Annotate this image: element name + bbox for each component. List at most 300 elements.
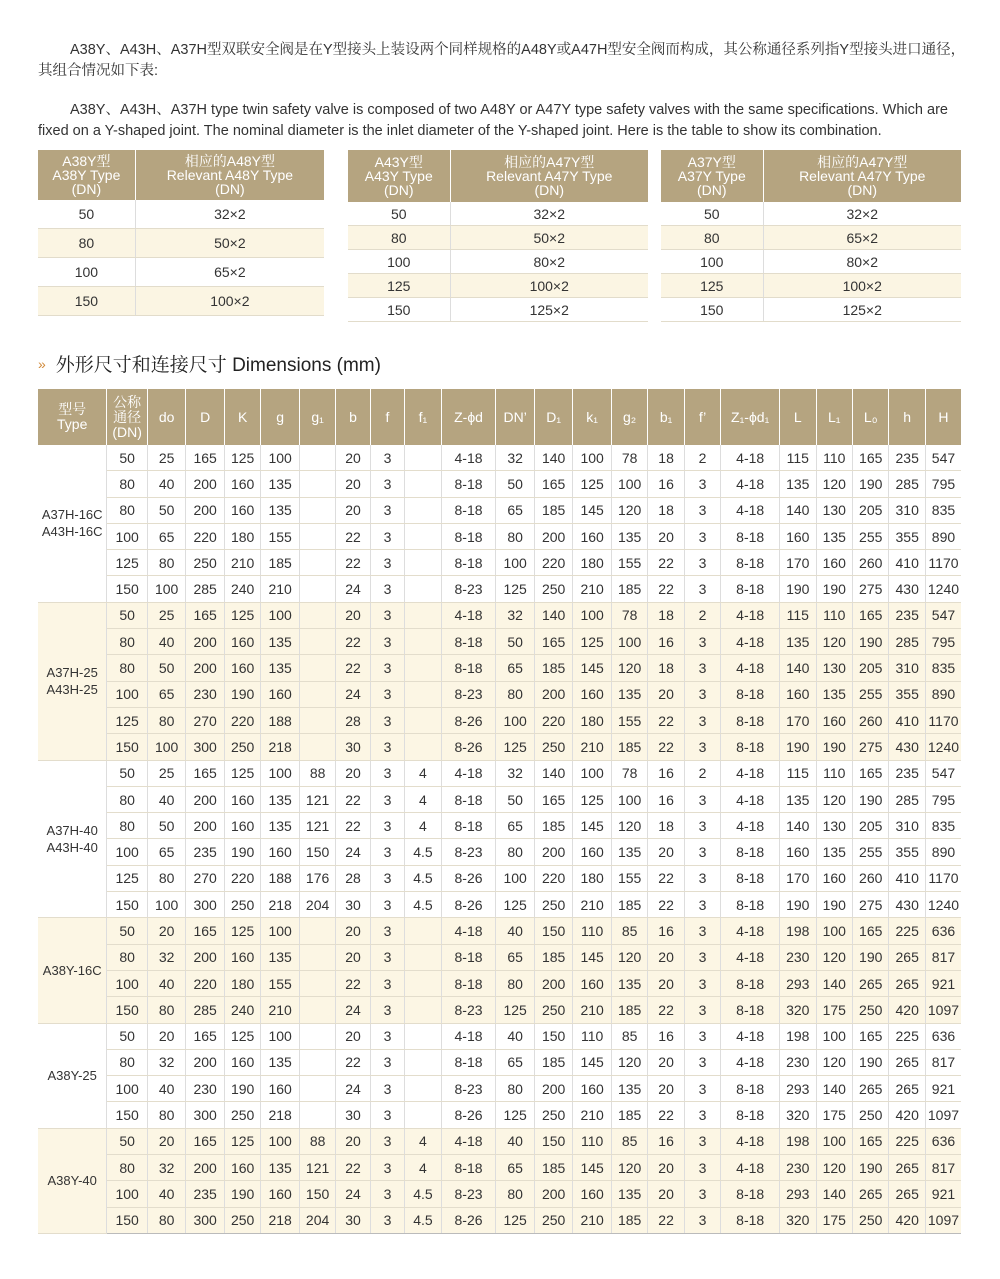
dim-cell: 100 bbox=[611, 471, 647, 497]
dim-cell bbox=[299, 681, 335, 707]
dim-cell: 300 bbox=[186, 1207, 225, 1233]
dim-cell: 135 bbox=[611, 1076, 647, 1102]
dim-cell: 65 bbox=[496, 1155, 535, 1181]
dim-cell: 3 bbox=[370, 918, 404, 944]
table-row bbox=[38, 550, 961, 576]
dim-cell: 100 bbox=[816, 1128, 852, 1154]
dim-cell bbox=[299, 734, 335, 760]
dim-cell: 160 bbox=[780, 523, 816, 549]
dim-cell: 817 bbox=[925, 944, 961, 970]
table-row bbox=[38, 918, 961, 944]
dim-cell: 4-18 bbox=[441, 760, 496, 786]
dim-cell: 110 bbox=[573, 1128, 612, 1154]
dim-cell: 125 bbox=[224, 1023, 260, 1049]
dim-cell: 28 bbox=[336, 865, 370, 891]
dim-cell: 125 bbox=[496, 734, 535, 760]
dim-cell: 160 bbox=[224, 471, 260, 497]
dim-header-cell: f’ bbox=[684, 389, 720, 445]
dim-cell: 25 bbox=[147, 602, 186, 628]
table-row bbox=[38, 734, 961, 760]
dim-cell: 125 bbox=[496, 892, 535, 918]
dim-cell: 835 bbox=[925, 655, 961, 681]
dim-cell: 285 bbox=[186, 576, 225, 602]
table-row bbox=[38, 602, 961, 628]
dim-cell: 80 bbox=[496, 681, 535, 707]
dim-cell: 1240 bbox=[925, 576, 961, 602]
dim-cell: 78 bbox=[611, 602, 647, 628]
dim-cell: 220 bbox=[534, 707, 573, 733]
dim-cell: 3 bbox=[370, 1207, 404, 1233]
dim-cell: 85 bbox=[611, 1128, 647, 1154]
dim-cell: 265 bbox=[889, 1155, 925, 1181]
dim-cell: 420 bbox=[889, 1102, 925, 1128]
dim-cell: 190 bbox=[852, 1049, 888, 1075]
dim-cell bbox=[299, 1076, 335, 1102]
dim-cell: 20 bbox=[648, 970, 684, 996]
table-row bbox=[38, 1076, 961, 1102]
dim-cell: 218 bbox=[261, 734, 300, 760]
dim-cell: 20 bbox=[648, 839, 684, 865]
dim-cell: 165 bbox=[534, 629, 573, 655]
dim-cell: 230 bbox=[780, 1155, 816, 1181]
dim-cell: 135 bbox=[816, 523, 852, 549]
dim-cell: 8-18 bbox=[441, 813, 496, 839]
combo-cell-dn: 150 bbox=[661, 298, 763, 322]
dim-cell: 4-18 bbox=[441, 602, 496, 628]
combo-cell-relevant: 125×2 bbox=[450, 298, 648, 322]
dim-header-cell: g₁ bbox=[299, 389, 335, 445]
dim-cell: 135 bbox=[261, 471, 300, 497]
dim-header-cell: L₀ bbox=[852, 389, 888, 445]
dim-cell: 80 bbox=[147, 1102, 186, 1128]
dim-cell: 430 bbox=[889, 892, 925, 918]
dim-header-cell: 公称 通径 (DN) bbox=[107, 389, 148, 445]
dim-cell: 4-18 bbox=[441, 1128, 496, 1154]
combo-row bbox=[661, 226, 961, 250]
dim-cell: 310 bbox=[889, 497, 925, 523]
table-row bbox=[38, 1102, 961, 1128]
dim-cell bbox=[299, 576, 335, 602]
dim-cell: 22 bbox=[648, 707, 684, 733]
dim-cell: 120 bbox=[816, 629, 852, 655]
combo-cell-dn: 100 bbox=[38, 258, 135, 287]
dim-cell: 921 bbox=[925, 1181, 961, 1207]
dim-header-cell: 型号 Type bbox=[38, 389, 107, 445]
dim-cell: 100 bbox=[147, 734, 186, 760]
dim-cell: 65 bbox=[496, 944, 535, 970]
table-row bbox=[38, 1207, 961, 1233]
dim-cell: 165 bbox=[852, 602, 888, 628]
table-row bbox=[38, 944, 961, 970]
dim-cell: 210 bbox=[573, 1207, 612, 1233]
dim-cell: 16 bbox=[648, 760, 684, 786]
dim-cell bbox=[405, 707, 441, 733]
combo-cell-dn: 50 bbox=[348, 202, 450, 226]
combo-cell-relevant: 32×2 bbox=[763, 202, 961, 226]
dim-cell: 120 bbox=[611, 1155, 647, 1181]
dim-cell: 175 bbox=[816, 1102, 852, 1128]
dim-cell: 20 bbox=[147, 1023, 186, 1049]
dim-cell: 3 bbox=[684, 523, 720, 549]
dim-cell: 150 bbox=[107, 997, 148, 1023]
dim-cell: 260 bbox=[852, 550, 888, 576]
dim-cell: 100 bbox=[261, 918, 300, 944]
dim-cell: 8-18 bbox=[441, 629, 496, 655]
dim-cell: 3 bbox=[684, 813, 720, 839]
dim-cell: 2 bbox=[684, 760, 720, 786]
dim-cell: 135 bbox=[261, 655, 300, 681]
combo-cell-relevant: 50×2 bbox=[450, 226, 648, 250]
dim-cell: 22 bbox=[648, 550, 684, 576]
dim-cell: 65 bbox=[147, 523, 186, 549]
dim-cell: 20 bbox=[336, 602, 370, 628]
dim-cell: 220 bbox=[534, 865, 573, 891]
dim-cell: 160 bbox=[224, 944, 260, 970]
dim-cell bbox=[299, 997, 335, 1023]
dim-cell: 125 bbox=[496, 1207, 535, 1233]
dim-cell: 80 bbox=[147, 1207, 186, 1233]
intro-chinese: A38Y、A43H、A37H型双联安全阀是在Y型接头上装设两个同样规格的A48Y或A47H型安全阀而构成，其公称通径系列指Y型接头进口通径，其组合情况如下表: bbox=[38, 42, 966, 79]
dim-cell: 8-18 bbox=[441, 523, 496, 549]
dim-cell: 100 bbox=[816, 918, 852, 944]
dim-cell: 8-23 bbox=[441, 1076, 496, 1102]
dim-cell: 50 bbox=[496, 629, 535, 655]
dim-cell: 8-18 bbox=[721, 707, 780, 733]
dim-cell: 3 bbox=[684, 944, 720, 970]
dim-cell: 210 bbox=[573, 892, 612, 918]
dim-header-cell: Z₁-ϕd₁ bbox=[721, 389, 780, 445]
dim-type-cell: A38Y-40 bbox=[38, 1128, 107, 1233]
dim-cell: 3 bbox=[370, 655, 404, 681]
dim-cell: 30 bbox=[336, 1102, 370, 1128]
dim-cell: 250 bbox=[186, 550, 225, 576]
dim-cell: 1170 bbox=[925, 865, 961, 891]
dim-cell: 120 bbox=[816, 786, 852, 812]
dim-cell: 135 bbox=[816, 839, 852, 865]
dim-cell: 135 bbox=[261, 944, 300, 970]
dim-cell: 240 bbox=[224, 576, 260, 602]
dim-cell: 100 bbox=[261, 445, 300, 471]
dim-cell: 200 bbox=[186, 1155, 225, 1181]
dim-cell: 180 bbox=[573, 550, 612, 576]
dim-cell: 235 bbox=[186, 1181, 225, 1207]
dim-cell: 125 bbox=[224, 918, 260, 944]
dim-cell: 4.5 bbox=[405, 1207, 441, 1233]
dim-cell: 293 bbox=[780, 1181, 816, 1207]
dim-cell: 100 bbox=[107, 523, 148, 549]
dim-cell: 250 bbox=[534, 1207, 573, 1233]
dim-header-cell: k₁ bbox=[573, 389, 612, 445]
dim-cell: 125 bbox=[107, 865, 148, 891]
dim-cell: 170 bbox=[780, 707, 816, 733]
dim-cell: 80 bbox=[107, 1155, 148, 1181]
dim-cell: 85 bbox=[611, 918, 647, 944]
dim-cell: 3 bbox=[370, 997, 404, 1023]
dim-cell: 40 bbox=[147, 471, 186, 497]
dim-cell: 270 bbox=[186, 865, 225, 891]
dim-cell bbox=[405, 970, 441, 996]
combo-row bbox=[348, 226, 648, 250]
combo-row bbox=[661, 274, 961, 298]
dim-cell bbox=[299, 707, 335, 733]
dim-cell: 20 bbox=[147, 918, 186, 944]
dim-cell: 200 bbox=[534, 1076, 573, 1102]
dim-cell: 165 bbox=[186, 1023, 225, 1049]
table-row bbox=[38, 576, 961, 602]
combo-cell-dn: 80 bbox=[348, 226, 450, 250]
dim-cell: 3 bbox=[684, 497, 720, 523]
dim-cell: 275 bbox=[852, 576, 888, 602]
dim-cell: 4 bbox=[405, 760, 441, 786]
dim-header-cell: H bbox=[925, 389, 961, 445]
dim-cell: 285 bbox=[889, 629, 925, 655]
dim-cell: 20 bbox=[336, 471, 370, 497]
dim-cell: 3 bbox=[370, 576, 404, 602]
dim-cell: 110 bbox=[816, 760, 852, 786]
dim-cell: 293 bbox=[780, 1076, 816, 1102]
dim-type-cell: A37H-25 A43H-25 bbox=[38, 602, 107, 760]
dim-cell: 20 bbox=[648, 1155, 684, 1181]
dim-cell: 198 bbox=[780, 1128, 816, 1154]
combo-cell-dn: 50 bbox=[38, 200, 135, 229]
combo-cell-dn: 80 bbox=[661, 226, 763, 250]
dim-cell: 3 bbox=[684, 997, 720, 1023]
dim-cell bbox=[405, 550, 441, 576]
dim-cell bbox=[299, 1023, 335, 1049]
combo-header-row bbox=[348, 150, 648, 202]
dim-cell: 3 bbox=[370, 550, 404, 576]
dim-cell: 100 bbox=[573, 760, 612, 786]
dim-cell: 100 bbox=[147, 576, 186, 602]
dim-cell: 185 bbox=[611, 734, 647, 760]
combo-header-relevant: 相应的A47Y型 Relevant A47Y Type (DN) bbox=[450, 150, 648, 202]
dim-cell: 220 bbox=[186, 523, 225, 549]
combination-table-a37y bbox=[661, 150, 961, 322]
dim-cell: 8-18 bbox=[721, 550, 780, 576]
dim-cell: 890 bbox=[925, 523, 961, 549]
table-row bbox=[38, 629, 961, 655]
dim-cell: 3 bbox=[684, 629, 720, 655]
dim-cell: 225 bbox=[889, 1023, 925, 1049]
section-title-text: 外形尺寸和连接尺寸 Dimensions (mm) bbox=[55, 355, 381, 376]
dim-cell: 200 bbox=[186, 471, 225, 497]
dim-cell: 100 bbox=[261, 760, 300, 786]
dim-cell: 200 bbox=[186, 497, 225, 523]
dim-cell: 255 bbox=[852, 839, 888, 865]
dim-header-cell: L₁ bbox=[816, 389, 852, 445]
dim-cell: 160 bbox=[573, 1076, 612, 1102]
table-row bbox=[38, 839, 961, 865]
dim-cell: 200 bbox=[186, 655, 225, 681]
dim-cell: 165 bbox=[186, 760, 225, 786]
combo-row bbox=[38, 287, 324, 316]
combo-header-relevant: 相应的A47Y型 Relevant A47Y Type (DN) bbox=[763, 150, 961, 202]
dim-cell: 135 bbox=[261, 813, 300, 839]
dim-cell: 921 bbox=[925, 1076, 961, 1102]
dim-cell: 20 bbox=[336, 918, 370, 944]
dim-cell: 100 bbox=[611, 629, 647, 655]
dim-cell: 135 bbox=[611, 970, 647, 996]
dim-cell: 140 bbox=[816, 970, 852, 996]
dim-cell bbox=[405, 1049, 441, 1075]
dim-cell: 16 bbox=[648, 918, 684, 944]
dim-cell: 320 bbox=[780, 997, 816, 1023]
dim-header-cell: Z-ϕd bbox=[441, 389, 496, 445]
dim-cell: 190 bbox=[780, 892, 816, 918]
dim-cell: 20 bbox=[648, 1049, 684, 1075]
dim-cell: 3 bbox=[684, 1155, 720, 1181]
dim-header-cell: b₁ bbox=[648, 389, 684, 445]
dim-cell: 121 bbox=[299, 786, 335, 812]
dim-header-cell: K bbox=[224, 389, 260, 445]
dim-cell bbox=[405, 918, 441, 944]
dim-cell: 8-18 bbox=[721, 734, 780, 760]
dim-cell bbox=[299, 1102, 335, 1128]
dim-cell: 3 bbox=[684, 471, 720, 497]
dim-cell: 225 bbox=[889, 918, 925, 944]
dim-cell: 355 bbox=[889, 523, 925, 549]
dim-cell: 18 bbox=[648, 602, 684, 628]
dim-cell: 3 bbox=[370, 1076, 404, 1102]
dim-cell: 180 bbox=[224, 970, 260, 996]
combo-row bbox=[348, 298, 648, 322]
dim-cell: 120 bbox=[611, 655, 647, 681]
dim-cell: 130 bbox=[816, 655, 852, 681]
dim-cell: 200 bbox=[534, 681, 573, 707]
dim-cell: 120 bbox=[816, 1155, 852, 1181]
dim-cell: 275 bbox=[852, 734, 888, 760]
dim-cell: 3 bbox=[684, 681, 720, 707]
dim-cell: 190 bbox=[816, 734, 852, 760]
dim-cell: 4-18 bbox=[721, 445, 780, 471]
dim-cell: 22 bbox=[336, 655, 370, 681]
dim-cell: 185 bbox=[534, 944, 573, 970]
dim-cell: 185 bbox=[534, 813, 573, 839]
dim-cell: 3 bbox=[370, 865, 404, 891]
dim-cell: 150 bbox=[534, 1128, 573, 1154]
dim-cell: 225 bbox=[889, 1128, 925, 1154]
combo-row bbox=[661, 202, 961, 226]
dim-cell: 65 bbox=[496, 813, 535, 839]
combo-cell-dn: 80 bbox=[38, 229, 135, 258]
dim-cell: 410 bbox=[889, 550, 925, 576]
dim-cell: 100 bbox=[107, 681, 148, 707]
dim-cell: 80 bbox=[496, 970, 535, 996]
dim-cell: 20 bbox=[648, 681, 684, 707]
dim-cell: 185 bbox=[534, 497, 573, 523]
dim-cell bbox=[299, 523, 335, 549]
dim-cell: 165 bbox=[852, 1128, 888, 1154]
dim-cell: 200 bbox=[534, 839, 573, 865]
dim-cell: 40 bbox=[496, 918, 535, 944]
dim-cell: 165 bbox=[186, 445, 225, 471]
dim-cell: 50 bbox=[496, 786, 535, 812]
section-title bbox=[38, 350, 381, 377]
dim-cell: 135 bbox=[611, 1181, 647, 1207]
dim-cell: 8-18 bbox=[721, 997, 780, 1023]
dim-cell: 160 bbox=[261, 1076, 300, 1102]
dim-cell: 65 bbox=[496, 497, 535, 523]
dim-cell: 3 bbox=[370, 1128, 404, 1154]
dim-type-cell: A38Y-25 bbox=[38, 1023, 107, 1128]
dim-cell: 185 bbox=[611, 997, 647, 1023]
dim-cell: 155 bbox=[611, 707, 647, 733]
dim-cell: 180 bbox=[573, 865, 612, 891]
dim-cell bbox=[299, 602, 335, 628]
dim-cell: 185 bbox=[611, 892, 647, 918]
dim-cell: 160 bbox=[261, 681, 300, 707]
combo-cell-relevant: 50×2 bbox=[135, 229, 324, 258]
dim-cell bbox=[405, 1023, 441, 1049]
dim-cell: 170 bbox=[780, 550, 816, 576]
dim-header-cell: g bbox=[261, 389, 300, 445]
dim-cell: 100 bbox=[107, 970, 148, 996]
dim-cell: 50 bbox=[496, 471, 535, 497]
dim-cell: 4-18 bbox=[721, 1128, 780, 1154]
dim-cell: 230 bbox=[780, 1049, 816, 1075]
dim-cell: 4-18 bbox=[441, 918, 496, 944]
dim-cell: 4-18 bbox=[721, 655, 780, 681]
dim-cell bbox=[299, 918, 335, 944]
dim-cell: 40 bbox=[147, 786, 186, 812]
dim-cell: 190 bbox=[852, 471, 888, 497]
dim-cell: 24 bbox=[336, 1076, 370, 1102]
dim-cell: 120 bbox=[816, 1049, 852, 1075]
dim-cell: 160 bbox=[573, 681, 612, 707]
dim-cell: 3 bbox=[684, 1076, 720, 1102]
dim-cell: 210 bbox=[573, 576, 612, 602]
dim-cell: 4 bbox=[405, 1128, 441, 1154]
dim-cell bbox=[299, 970, 335, 996]
dim-cell: 205 bbox=[852, 655, 888, 681]
dim-cell: 8-18 bbox=[441, 1155, 496, 1181]
dim-header-cell: b bbox=[336, 389, 370, 445]
dim-cell bbox=[299, 1049, 335, 1075]
dim-cell: 121 bbox=[299, 813, 335, 839]
dim-cell bbox=[299, 550, 335, 576]
dim-cell: 150 bbox=[299, 839, 335, 865]
dim-cell: 218 bbox=[261, 892, 300, 918]
table-row bbox=[38, 970, 961, 996]
dim-cell: 150 bbox=[107, 734, 148, 760]
dim-cell: 22 bbox=[336, 1049, 370, 1075]
dim-cell: 80 bbox=[107, 813, 148, 839]
dim-cell: 1170 bbox=[925, 550, 961, 576]
dim-cell: 120 bbox=[611, 944, 647, 970]
dim-cell: 3 bbox=[684, 865, 720, 891]
dim-cell: 205 bbox=[852, 497, 888, 523]
dim-cell: 175 bbox=[816, 1207, 852, 1233]
dim-cell bbox=[405, 1076, 441, 1102]
dim-cell: 160 bbox=[224, 786, 260, 812]
dim-cell: 190 bbox=[852, 944, 888, 970]
dim-cell: 65 bbox=[496, 1049, 535, 1075]
combo-row bbox=[348, 274, 648, 298]
dim-cell bbox=[405, 471, 441, 497]
dim-cell: 160 bbox=[261, 839, 300, 865]
dim-cell: 4.5 bbox=[405, 1181, 441, 1207]
dim-cell: 32 bbox=[496, 760, 535, 786]
dim-cell: 3 bbox=[684, 550, 720, 576]
dim-cell: 125 bbox=[107, 707, 148, 733]
dim-cell: 40 bbox=[147, 629, 186, 655]
dim-cell: 32 bbox=[496, 602, 535, 628]
dim-cell: 547 bbox=[925, 602, 961, 628]
combo-header-row bbox=[661, 150, 961, 202]
dim-cell: 265 bbox=[889, 1181, 925, 1207]
dim-cell: 240 bbox=[224, 997, 260, 1023]
dim-cell: 210 bbox=[261, 997, 300, 1023]
